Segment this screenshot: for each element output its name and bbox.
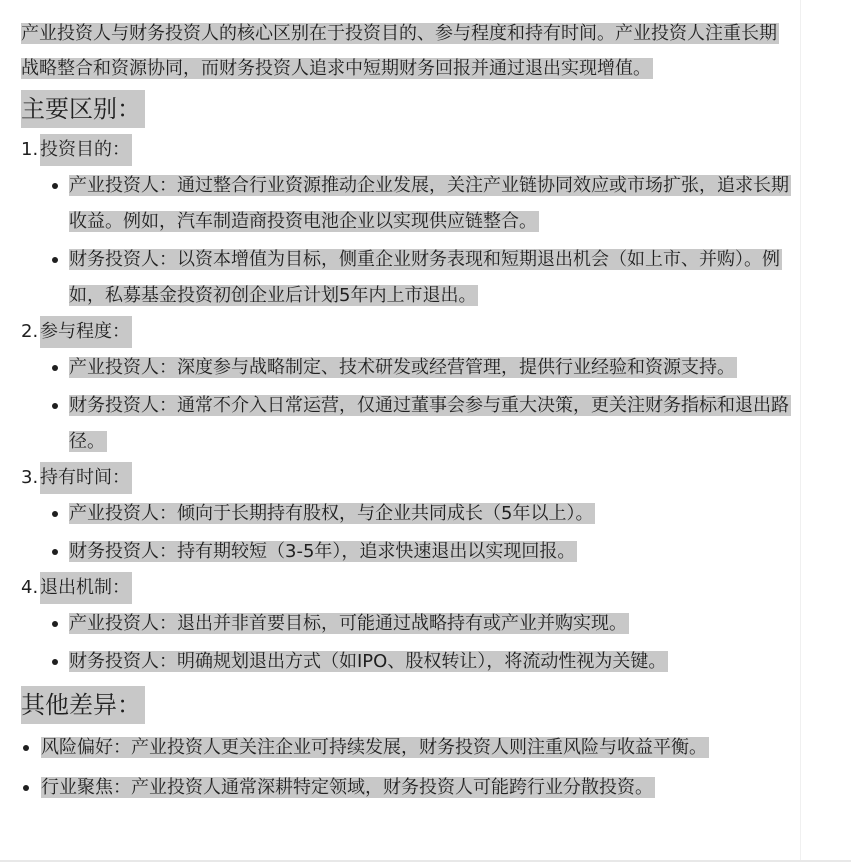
bullet-icon bbox=[52, 511, 58, 517]
bullet-icon bbox=[52, 257, 58, 263]
section-title-text: 参与程度： bbox=[40, 316, 132, 348]
bullet-icon bbox=[52, 659, 58, 665]
bullet-icon bbox=[52, 403, 58, 409]
list-item bbox=[21, 606, 789, 642]
intro-text: 产业投资人与财务投资人的核心区别在于投资目的、参与程度和持有时间。产业投资人注重长期战略整合和资源协同，而财务投资人追求中短期财务回报并通过退出实现增值。 bbox=[21, 23, 777, 79]
other-heading: 其他差异： bbox=[21, 686, 145, 724]
bullet-icon bbox=[52, 621, 58, 627]
list-item-text: 财务投资人：通常不介入日常运营，仅通过董事会参与重大决策，更关注财务指标和退出路径。 bbox=[69, 395, 789, 452]
bullet-icon bbox=[52, 549, 58, 555]
section-number: 3. bbox=[21, 467, 39, 488]
list-item bbox=[21, 496, 789, 532]
section-number: 2. bbox=[21, 321, 39, 342]
list-item-text: 财务投资人：以资本增值为目标，侧重企业财务表现和短期退出机会（如上市、并购）。例如，私募基金投资初创企业后计划5年内上市退出。 bbox=[69, 249, 780, 306]
section-1 bbox=[21, 134, 789, 314]
list-item bbox=[21, 168, 789, 240]
main-heading-wrap bbox=[21, 86, 789, 132]
bullet-icon bbox=[23, 785, 29, 791]
content-border bbox=[800, 0, 801, 862]
section-items bbox=[21, 496, 789, 570]
section-items bbox=[21, 606, 789, 680]
bullet-icon bbox=[52, 365, 58, 371]
list-item-text: 财务投资人：持有期较短（3-5年），追求快速退出以实现回报。 bbox=[69, 541, 576, 562]
list-item-text: 风险偏好：产业投资人更关注企业可持续发展，财务投资人则注重风险与收益平衡。 bbox=[41, 737, 707, 758]
list-item bbox=[21, 770, 789, 806]
list-item bbox=[21, 534, 789, 570]
section-title-text: 持有时间： bbox=[40, 462, 132, 494]
section-4 bbox=[21, 572, 789, 680]
list-item bbox=[21, 388, 789, 460]
section-3 bbox=[21, 462, 789, 570]
bullet-icon bbox=[23, 745, 29, 751]
list-item bbox=[21, 350, 789, 386]
section-title bbox=[21, 316, 789, 348]
section-title-text: 投资目的： bbox=[40, 134, 132, 166]
section-number: 4. bbox=[21, 577, 39, 598]
list-item-text: 产业投资人：通过整合行业资源推动企业发展，关注产业链协同效应或市场扩张，追求长期收益。例如，汽车制造商投资电池企业以实现供应链整合。 bbox=[69, 175, 789, 232]
list-item-text: 产业投资人：倾向于长期持有股权，与企业共同成长（5年以上）。 bbox=[69, 503, 594, 524]
section-items bbox=[21, 168, 789, 314]
section-items bbox=[21, 350, 789, 460]
list-item-text: 产业投资人：退出并非首要目标，可能通过战略持有或产业并购实现。 bbox=[69, 613, 627, 634]
intro-paragraph bbox=[21, 16, 781, 86]
section-title-text: 退出机制： bbox=[40, 572, 132, 604]
list-item-text: 产业投资人：深度参与战略制定、技术研发或经营管理，提供行业经验和资源支持。 bbox=[69, 357, 735, 378]
bullet-icon bbox=[52, 183, 58, 189]
other-items bbox=[21, 730, 789, 806]
other-heading-wrap bbox=[21, 682, 789, 728]
list-item bbox=[21, 644, 789, 680]
list-item-text: 行业聚焦：产业投资人通常深耕特定领域，财务投资人可能跨行业分散投资。 bbox=[41, 777, 653, 798]
section-title bbox=[21, 572, 789, 604]
section-2 bbox=[21, 316, 789, 460]
section-title bbox=[21, 462, 789, 494]
document-body bbox=[21, 16, 789, 810]
list-item bbox=[21, 730, 789, 766]
section-title bbox=[21, 134, 789, 166]
main-heading: 主要区别： bbox=[21, 90, 145, 128]
list-item bbox=[21, 242, 789, 314]
section-number: 1. bbox=[21, 139, 39, 160]
list-item-text: 财务投资人：明确规划退出方式（如IPO、股权转让），将流动性视为关键。 bbox=[69, 651, 667, 672]
